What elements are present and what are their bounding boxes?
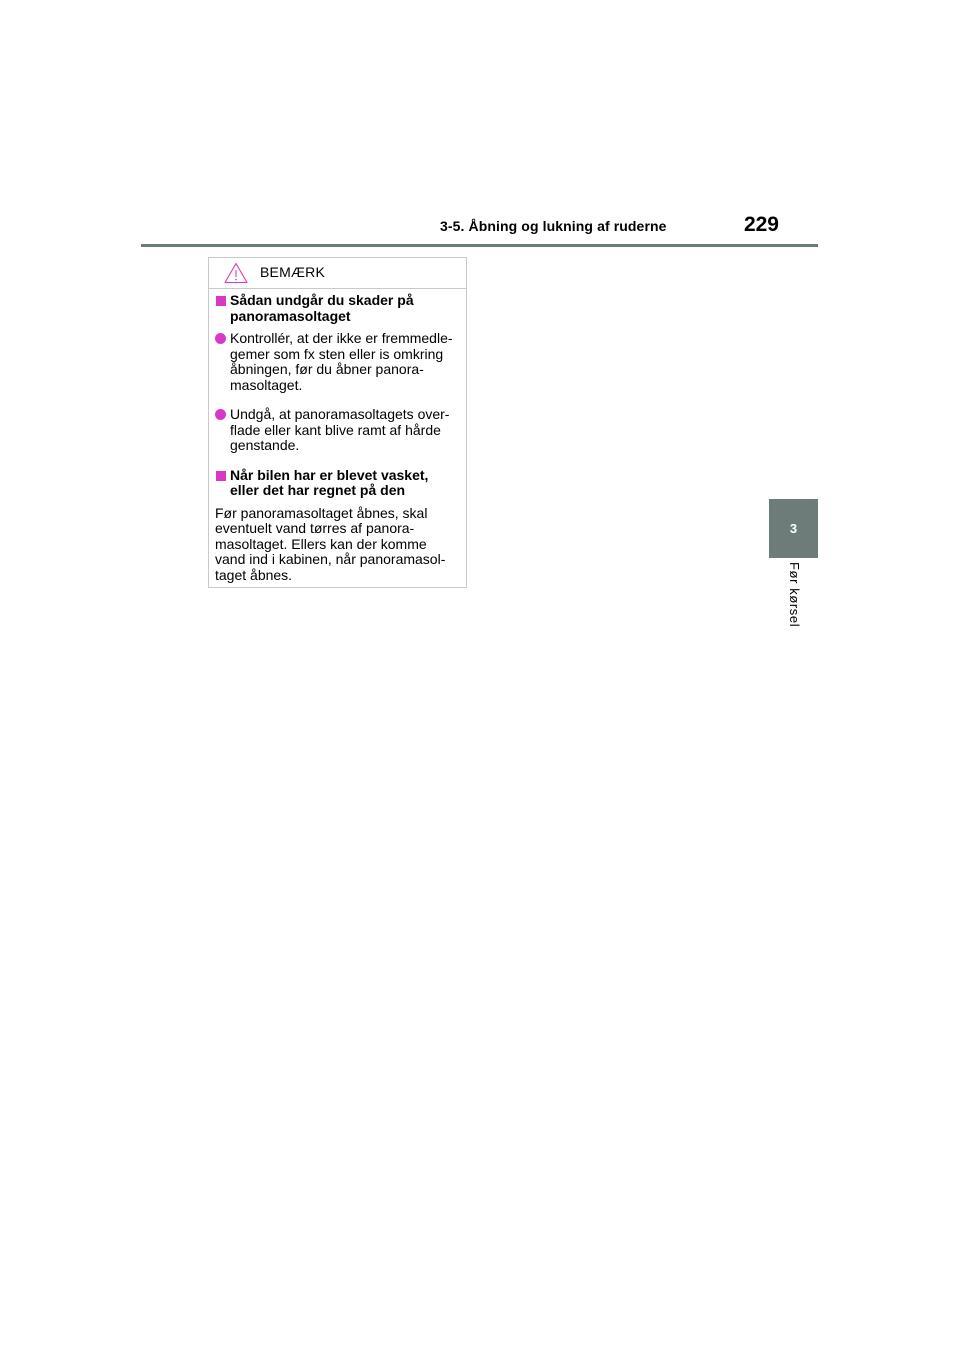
round-bullet-icon [215,333,226,344]
chapter-number: 3 [789,521,798,536]
notice-title: BEMÆRK [260,264,325,280]
notice-body [209,289,466,583]
section-heading [215,293,460,324]
list-item-text: Kontrollér, at der ikke er fremmedle-gemer som fx sten eller is omkring åbningen, før du åbner panora-masoltaget. [230,330,453,393]
warning-triangle-icon [224,262,248,284]
square-bullet-icon [216,296,226,306]
page-number: 229 [743,213,779,236]
section-title: 3-5. Åbning og lukning af ruderne [440,218,667,234]
notice-box [208,257,467,588]
notice-header [209,258,466,289]
list-item [215,407,460,454]
square-bullet-icon [216,471,226,481]
round-bullet-icon [215,409,226,420]
heading-text: Når bilen har er blevet vasket, eller det har regnet på den [230,466,429,498]
header-divider [141,244,818,247]
list-item-text: Undgå, at panoramasoltagets over-flade eller kant blive ramt af hårde genstande. [230,406,450,453]
chapter-tab [769,499,818,558]
heading-text: Sådan undgår du skader på panoramasoltaget [230,292,414,324]
list-item [215,331,460,393]
paragraph: Før panoramasoltaget åbnes, skal eventuelt vand tørres af panora-masoltaget. Ellers kan der komme vand ind i kabinen, når panoramasol-taget åbnes. [215,504,446,583]
chapter-label: Før kørsel [787,562,802,628]
section-heading [215,468,460,499]
